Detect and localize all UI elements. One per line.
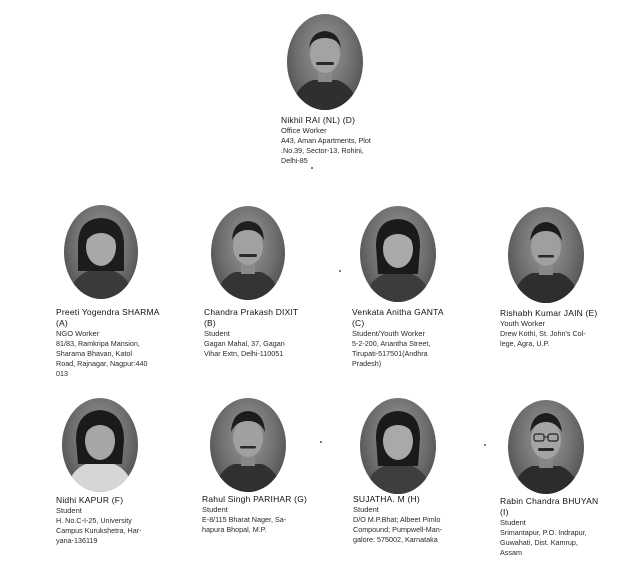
portrait-photo bbox=[64, 205, 138, 299]
portrait-photo bbox=[211, 206, 285, 300]
portrait-figure bbox=[508, 400, 584, 494]
person-name: Venkata Anitha GANTA (C) bbox=[352, 307, 444, 328]
person-name: Chandra Prakash DIXIT (B) bbox=[204, 307, 299, 328]
person-address: Gagan Mahal, 37, Gagan Vihar Extn, Delhi-110051 bbox=[204, 339, 285, 358]
person-address: 81/83, Ramkripa Mansion, Sharama Bhavan, Katol Road, Rajnagar, Nagpur:440 013 bbox=[56, 339, 148, 378]
portrait-figure bbox=[64, 205, 138, 299]
person-address: Srimantapur, P.O. Indrapur, Guwahati, Dist. Kamrup, Assam bbox=[500, 528, 587, 557]
portrait-figure bbox=[360, 206, 436, 302]
portrait-figure bbox=[287, 14, 363, 110]
person-address: A43, Aman Apartments, Plot .No.39, Sector-13, Rohini, Delhi-85 bbox=[281, 136, 371, 165]
person-address: E-8/115 Bharat Nager, Sa- hapura Bhopal, M.P. bbox=[202, 515, 287, 534]
profile-info bbox=[56, 307, 206, 379]
person-name: Rahul Singh PARIHAR (G) bbox=[202, 494, 308, 504]
person-address: D/O M.P.Bhat; Albeet Pimlo Compound; Pumpwell-Man- galore: 575002, Karnataka bbox=[353, 515, 443, 544]
person-role: Student bbox=[500, 518, 526, 527]
portrait-photo bbox=[287, 14, 363, 110]
person-role: Student/Youth Worker bbox=[352, 329, 425, 338]
portrait-photo bbox=[508, 207, 584, 303]
scan-speck bbox=[339, 270, 341, 272]
portrait-figure bbox=[211, 206, 285, 300]
portrait-figure bbox=[508, 207, 584, 303]
person-address: Drew Kothi, St. John's Col- lege, Agra, U.P. bbox=[500, 329, 586, 348]
scan-speck bbox=[311, 167, 313, 169]
profile-info bbox=[500, 308, 620, 349]
person-name: Nikhil RAI (NL) (D) bbox=[281, 115, 356, 125]
person-address: 5-2-200, Anantha Street, Tirupati-517501(Andhra Pradesh) bbox=[352, 339, 431, 368]
person-name: Rishabh Kumar JAIN (E) bbox=[500, 308, 598, 318]
portrait-figure bbox=[62, 398, 138, 492]
person-role: Student bbox=[353, 505, 379, 514]
person-name: SUJATHA. M (H) bbox=[353, 494, 420, 504]
portrait-photo bbox=[508, 400, 584, 494]
profile-info bbox=[352, 307, 502, 369]
portrait-figure bbox=[210, 398, 286, 492]
person-name: Nidhi KAPUR (F) bbox=[56, 495, 124, 505]
portrait-figure bbox=[360, 398, 436, 494]
person-name: Preeti Yogendra SHARMA (A) bbox=[56, 307, 160, 328]
profile-info bbox=[353, 494, 503, 545]
person-role: Youth Worker bbox=[500, 319, 546, 328]
portrait-photo bbox=[62, 398, 138, 492]
portrait-photo bbox=[210, 398, 286, 492]
scan-speck bbox=[320, 441, 322, 443]
person-role: Student bbox=[56, 506, 82, 515]
profile-info bbox=[56, 495, 206, 546]
profile-info bbox=[202, 494, 352, 535]
portrait-photo bbox=[360, 398, 436, 494]
person-role: Student bbox=[202, 505, 228, 514]
profile-info bbox=[204, 307, 354, 359]
profile-info bbox=[281, 115, 431, 166]
person-address: H. No.C-I-25, University Campus Kurukshetra, Har- yana-136119 bbox=[56, 516, 142, 545]
portrait-photo bbox=[360, 206, 436, 302]
profile-info bbox=[500, 496, 620, 558]
scan-speck bbox=[484, 444, 486, 446]
person-role: NGO Worker bbox=[56, 329, 100, 338]
person-role: Student bbox=[204, 329, 230, 338]
person-role: Office Worker bbox=[281, 126, 327, 135]
person-name: Rabin Chandra BHUYAN (I) bbox=[500, 496, 599, 517]
